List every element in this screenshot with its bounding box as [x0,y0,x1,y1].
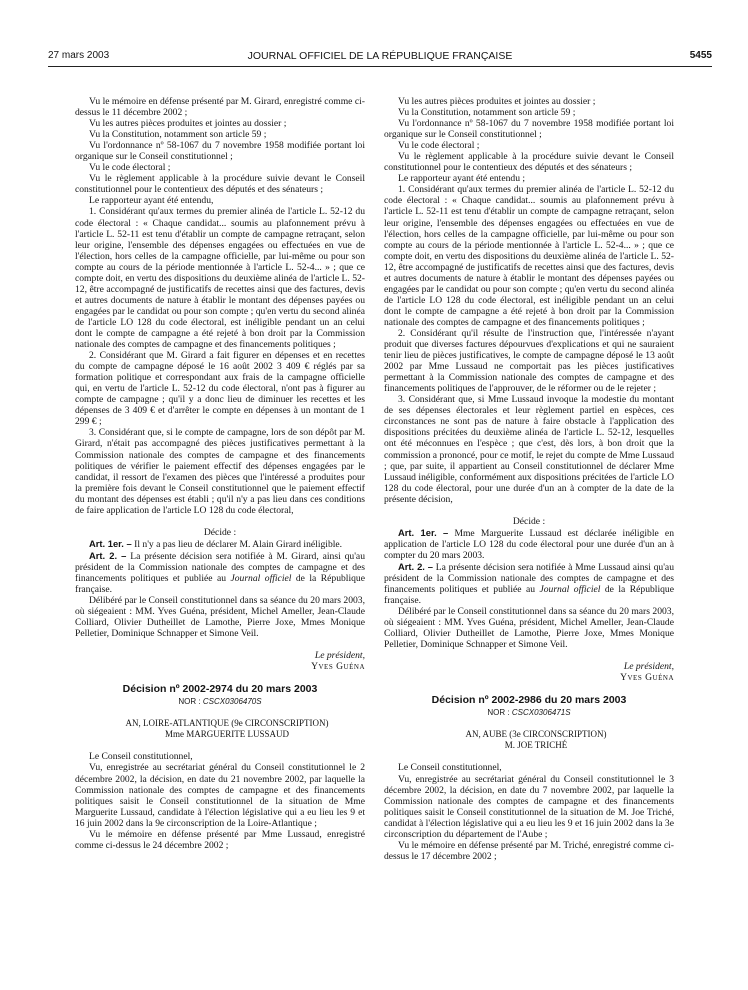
deliberation: Délibéré par le Conseil constitutionnel dans sa séance du 20 mars 2003, où siégeaient : MM. Yves Guéna, président, Michel Ameller, Jean-Claude Colliard, Olivier Dutheillet de Lamothe, Pierre Joxe, Mmes Monique Pelletier, Dominique Schnapper et Simone Veil. [75,595,365,640]
paragraph: 2. Considérant qu'il résulte de l'instruction que, l'intéressée n'ayant produit que diverses factures dépourvues d'explications et qui ne sauraient tenir lieu de pièces justificatives, le compte de campagne déposé le 13 août 2002 par Mme Lussaud ne comportait pas les pièces justificatives permettant à la Commission nationale des comptes de campagne et des financements politiques de l'approuver, de le réformer ou de le rejeter ; [384,327,674,395]
article-2-label: Art. 2. – [89,549,127,561]
deliberation: Délibéré par le Conseil constitutionnel dans sa séance du 20 mars 2003, où siégeaient : MM. Yves Guéna, président, Michel Ameller, Jean-Claude Colliard, Olivier Dutheillet de Lamothe, Pierre Joxe, Mmes Monique Pelletier, Dominique Schnapper et Simone Veil. [384,606,674,651]
paragraph: Vu les autres pièces produites et jointes au dossier ; [398,96,596,107]
paragraph: Vu le mémoire en défense présenté par M. Girard, enregistré comme ci-dessus le 11 décembre 2002 ; [75,96,365,119]
paragraph: 1. Considérant qu'aux termes du premier alinéa de l'article L. 52-12 du code électoral : « Chaque candidat... soumis au plafonnement prévu à l'article L. 52-11 est tenu d'établir un compte de campagne retraçant, selon leur origine, l'ensemble des dépenses engagées ou effectuées en vue de l'élection, hors celles de la campagne officielle, par lui-même ou pour son compte au cours de la période mentionnée à l'article L. 52-4... » ; que ce compte doit, en vertu des dispositions du deuxième alinéa de l'article L. 52-12, être accompagné de justificatifs de recettes ainsi que des factures, devis et autres documents de nature à établir le montant des dépenses payées ou engagées par le candidat ou pour son compte ; qu'en vertu du second alinéa de l'article LO 128 du code électoral, est inéligible pendant un an celui dont le compte de campagne a été rejeté à bon droit par la Commission nationale des comptes de campagne et des financements politiques ; [384,184,674,328]
signature-title: Le président, [623,661,674,673]
paragraph: Le Conseil constitutionnel, [398,762,502,774]
left-column [75,96,365,851]
article-1-label: Art. 1er. – [398,526,449,538]
paragraph: Vu l'ordonnance nº 58-1067 du 7 novembre 1958 modifiée portant loi organique sur le Conseil constitutionnel ; [384,118,674,141]
page-header [48,50,712,66]
decision-title: Décision nº 2002-2986 du 20 mars 2003 [431,694,627,707]
article-1-label: Art. 1er. – [89,537,132,549]
decide-heading: Décide : [512,515,546,527]
paragraph: Vu, enregistrée au secrétariat général du Conseil constitutionnel le 3 décembre 2002, la décision, en date du 7 novembre 2002, par laquelle la Commission nationale des comptes de campagne et des financements politiques saisit le Conseil constitutionnel de la situation de M. Joe Triché, candidat à l'élection législative qui a eu lieu les 9 et 16 juin 2002 dans la 3e circonscription du département de l'Aube ; [384,773,674,840]
article-2: Art. 2. – La présente décision sera notifiée à Mme Lussaud ainsi qu'au président de la Commission nationale des comptes de campagne et des financements politiques et publiée au Journal officiel de la République française. [384,560,674,607]
paragraph: Le Conseil constitutionnel, [89,751,193,763]
decision-title: Décision nº 2002-2974 du 20 mars 2003 [122,683,318,696]
article-2-label: Art. 2. – [398,560,434,572]
paragraph: Vu la Constitution, notamment son article 59 ; [398,107,576,119]
paragraph: Vu, enregistrée au secrétariat général du Conseil constitutionnel le 2 décembre 2002, la décision, en date du 21 novembre 2002, par laquelle la Commission nationale des comptes de campagne et des financements politiques saisit le Conseil constitutionnel de la situation de Mme Marguerite Lussaud, candidate à l'élection législative qui a eu lieu les 9 et 16 juin 2002 dans la 9e circonscription de la Loire-Atlantique ; [75,762,365,829]
circonscription: AN, AUBE (3e CIRCONSCRIPTION) [465,729,607,740]
person-name: Mme MARGUERITE LUSSAUD [164,729,289,740]
header-rule [48,66,712,67]
paragraph: Vu le règlement applicable à la procédure suivie devant le Conseil constitutionnel pour le contentieux des députés et des sénateurs ; [384,151,674,174]
nor-reference: NOR : CSCX0306471S [487,708,571,718]
signature-title: Le président, [314,650,365,662]
signature-name: Yves Guéna [311,661,365,673]
paragraph: Vu le code électoral ; [398,140,480,152]
journal-title: JOURNAL OFFICIEL DE LA RÉPUBLIQUE FRANÇAISE [247,50,513,62]
paragraph: Vu le règlement applicable à la procédure suivie devant le Conseil constitutionnel pour le contentieux des députés et des sénateurs ; [75,173,365,196]
signature-name: Yves Guéna [620,672,674,684]
paragraph: Vu la Constitution, notamment son article 59 ; [89,129,267,141]
article-1: Art. 1er. – Mme Marguerite Lussaud est déclarée inéligible en application de l'article LO 128 du code électoral pour une durée d'un an à compter du 20 mars 2003. [384,526,674,561]
paragraph: Vu le code électoral ; [89,162,171,174]
paragraph: 2. Considérant que M. Girard a fait figurer en dépenses et en recettes du compte de campagne déposé le 16 août 2002 3 409 € réglés par sa formation politique et correspondant aux frais de la campagne officielle qui, en vertu de l'article L. 52-12 du code électoral, n'ont pas à figurer au compte de campagne ; qu'il y a donc lieu de diminuer les recettes et les dépenses de 3 409 € et d'arrêter le compte en dépenses à un montant de 1 299 € ; [75,350,365,428]
nor-reference: NOR : CSCX0306470S [178,697,262,707]
header-date: 27 mars 2003 [48,50,110,61]
paragraph: 3. Considérant que, si le compte de campagne, lors de son dépôt par M. Girard, n'était pas accompagné des pièces justificatives permettant à la Commission nationale des comptes de campagne et des financements politiques de vérifier le paiement effectif des dépenses engagées par le candidat, il ressort de l'examen des pièces que l'intéressé a produites pour la première fois devant le Conseil constitutionnel que le paiement effectif du montant des dépenses est établi ; qu'il n'y a pas lieu dans ces conditions de faire application de l'article LO 128 du code électoral, [75,427,365,516]
decide-heading: Décide : [203,526,237,538]
page-number: 5455 [689,50,712,61]
circonscription: AN, LOIRE-ATLANTIQUE (9e CIRCONSCRIPTION) [125,718,329,729]
paragraph: Le rapporteur ayant été entendu ; [398,173,526,185]
paragraph: 3. Considérant que, si Mme Lussaud invoque la modestie du montant de ses dépenses électorales et leur règlement partiel en espèces, ces circonstances ne sont pas de nature à faire obstacle à l'application des dispositions précitées du deuxième alinéa de l'article L. 52-12, lesquelles ont été méconnues en l'espèce ; que c'est, dès lors, à bon droit que la commission a prononcé, pour ce motif, le rejet du compte de Mme Lussaud ; que, par suite, il appartient au Conseil constitutionnel de déclarer Mme Lussaud inéligible, conformément aux dispositions précitées de l'article LO 128 du code électoral, pour une durée d'un an à compter de la date de la présente décision, [384,394,674,505]
right-column [384,96,674,862]
article-2: Art. 2. – La présente décision sera notifiée à M. Girard, ainsi qu'au président de la Commission nationale des comptes de campagne et des financements politiques et publiée au Journal officiel de la République française. [75,549,365,596]
paragraph: Vu les autres pièces produites et jointes au dossier ; [89,118,287,130]
paragraph: Le rapporteur ayant été entendu, [89,195,214,207]
person-name: M. JOE TRICHÉ [504,740,568,751]
paragraph: Vu l'ordonnance nº 58-1067 du 7 novembre 1958 modifiée portant loi organique sur le Conseil constitutionnel ; [75,140,365,163]
paragraph: Vu le mémoire en défense présenté par Mme Lussaud, enregistré comme ci-dessus le 24 décembre 2002 ; [75,828,365,851]
paragraph: Vu le mémoire en défense présenté par M. Triché, enregistré comme ci-dessus le 17 décembre 2002 ; [384,839,674,862]
paragraph: 1. Considérant qu'aux termes du premier alinéa de l'article L. 52-12 du code électoral : « Chaque candidat... soumis au plafonnement prévu à l'article L. 52-11 est tenu d'établir un compte de campagne retraçant, selon leur origine, l'ensemble des dépenses engagées ou effectuées en vue de l'élection, hors celles de la campagne officielle, par lui-même ou pour son compte au cours de la période mentionnée à l'article L. 52-4... » ; que ce compte doit, en vertu des dispositions du deuxième alinéa de l'article L. 52-12, être accompagné de justificatifs de recettes ainsi que des factures, devis et autres documents de nature à établir le montant des dépenses payées ou engagées par le candidat ou pour son compte ; qu'en vertu du second alinéa de l'article LO 128 du code électoral, est inéligible pendant un an celui dont le compte de campagne a été rejeté à bon droit par la Commission nationale des comptes de campagne et des financements politiques ; [75,206,365,351]
article-1: Art. 1er. – Il n'y a pas lieu de déclarer M. Alain Girard inéligible. [89,537,343,550]
